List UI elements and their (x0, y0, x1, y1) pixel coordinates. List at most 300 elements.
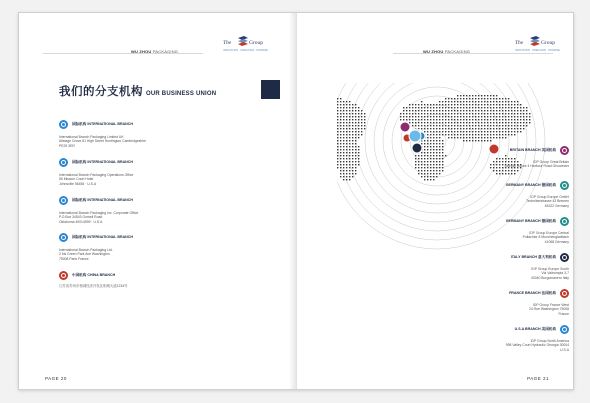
map-dot (475, 125, 476, 126)
map-dot (337, 137, 338, 138)
map-dot (436, 134, 437, 135)
map-dot (451, 128, 452, 129)
map-dot (415, 110, 416, 111)
map-dot (472, 110, 473, 111)
map-dot (511, 101, 512, 102)
map-dot (514, 104, 515, 105)
map-dot (355, 155, 356, 156)
map-dot (505, 170, 506, 171)
map-dot (436, 131, 437, 132)
map-dot (469, 131, 470, 132)
map-dot (520, 122, 521, 123)
map-dot (424, 131, 425, 132)
map-dot (517, 122, 518, 123)
map-dot (451, 104, 452, 105)
map-dot (451, 113, 452, 114)
map-dot (490, 167, 491, 168)
map-dot (352, 173, 353, 174)
map-dot (433, 149, 434, 150)
logo-mark-icon (529, 35, 541, 47)
map-dot (475, 110, 476, 111)
map-dot (349, 155, 350, 156)
map-dot (484, 134, 485, 135)
map-dot (508, 125, 509, 126)
map-dot (427, 158, 428, 159)
map-dot (472, 131, 473, 132)
map-dot (349, 161, 350, 162)
map-dot (361, 119, 362, 120)
map-dot (346, 107, 347, 108)
map-dot (469, 140, 470, 141)
map-dot (511, 170, 512, 171)
map-dot (340, 110, 341, 111)
dotted-continents (337, 95, 530, 180)
map-dot (463, 110, 464, 111)
map-dot (424, 125, 425, 126)
map-dot (340, 146, 341, 147)
map-dot (424, 155, 425, 156)
map-dot (352, 155, 353, 156)
map-dot (430, 116, 431, 117)
map-dot (460, 125, 461, 126)
map-dot (457, 119, 458, 120)
map-dot (355, 119, 356, 120)
map-dot (502, 122, 503, 123)
map-dot (463, 95, 464, 96)
map-dot (355, 170, 356, 171)
map-dot (478, 134, 479, 135)
map-dot (439, 122, 440, 123)
map-dot (439, 158, 440, 159)
map-dot (427, 155, 428, 156)
map-dot (505, 173, 506, 174)
map-dot (343, 107, 344, 108)
map-dot (481, 101, 482, 102)
map-dot (451, 125, 452, 126)
map-dot (523, 110, 524, 111)
map-dot (490, 104, 491, 105)
map-dot (361, 122, 362, 123)
map-dot (484, 113, 485, 114)
map-dot (517, 125, 518, 126)
map-dot (340, 176, 341, 177)
map-dot (439, 155, 440, 156)
map-dot (499, 164, 500, 165)
map-dot (469, 128, 470, 129)
map-dot (355, 146, 356, 147)
map-dot (472, 95, 473, 96)
map-dot (427, 116, 428, 117)
left-page (19, 13, 295, 389)
map-dot (352, 167, 353, 168)
map-dot (499, 104, 500, 105)
map-dot (484, 131, 485, 132)
map-dot (463, 104, 464, 105)
map-dot (361, 131, 362, 132)
map-dot (529, 119, 530, 120)
map-dot (463, 122, 464, 123)
map-dot (406, 116, 407, 117)
map-dot (337, 146, 338, 147)
map-dot (355, 158, 356, 159)
map-dot (460, 95, 461, 96)
map-dot (421, 176, 422, 177)
map-dot (442, 164, 443, 165)
map-dot (439, 116, 440, 117)
map-dot (415, 161, 416, 162)
map-dot (352, 113, 353, 114)
map-dot (442, 125, 443, 126)
map-dot (475, 122, 476, 123)
map-dot (445, 113, 446, 114)
map-dot (340, 104, 341, 105)
map-dot (469, 119, 470, 120)
map-dot (508, 131, 509, 132)
map-dot (511, 116, 512, 117)
map-dot (430, 158, 431, 159)
map-dot (445, 155, 446, 156)
map-dot (436, 152, 437, 153)
map-dot (427, 146, 428, 147)
map-dot (442, 170, 443, 171)
map-dot (463, 119, 464, 120)
map-dot (340, 158, 341, 159)
map-dot (487, 131, 488, 132)
map-dot (496, 95, 497, 96)
map-dot (439, 149, 440, 150)
map-dot (406, 119, 407, 120)
map-dot (502, 107, 503, 108)
map-dot (496, 98, 497, 99)
map-dot (499, 134, 500, 135)
map-dot (340, 131, 341, 132)
map-dot (463, 137, 464, 138)
map-dot (445, 128, 446, 129)
map-dot (496, 170, 497, 171)
map-dot (442, 152, 443, 153)
map-dot (448, 110, 449, 111)
branch-entry: ITALY BRANCH 意大利机构 IDP Group Europe South Via Valtrompia 3-7 43040 Borgomanero Italy (510, 255, 569, 280)
map-dot (337, 113, 338, 114)
map-dot (454, 119, 455, 120)
map-dot (346, 125, 347, 126)
map-dot (430, 107, 431, 108)
map-dot (505, 107, 506, 108)
map-dot (484, 98, 485, 99)
map-dot (433, 116, 434, 117)
map-dot (352, 134, 353, 135)
map-dot (514, 101, 515, 102)
map-dot (430, 170, 431, 171)
map-dot (439, 140, 440, 141)
map-dot (346, 170, 347, 171)
map-dot (340, 116, 341, 117)
map-dot (340, 101, 341, 102)
map-dot (433, 119, 434, 120)
map-dot (481, 128, 482, 129)
map-dot (520, 128, 521, 129)
map-dot (412, 104, 413, 105)
map-dot (484, 128, 485, 129)
map-dot (442, 116, 443, 117)
map-dot (451, 134, 452, 135)
map-dot (475, 131, 476, 132)
map-dot (346, 134, 347, 135)
map-dot (445, 98, 446, 99)
map-dot (490, 101, 491, 102)
map-dot (421, 113, 422, 114)
map-dot (427, 170, 428, 171)
map-dot (526, 119, 527, 120)
map-dot (406, 110, 407, 111)
map-dot (523, 125, 524, 126)
map-dot (466, 113, 467, 114)
map-dot (433, 140, 434, 141)
map-dot (442, 143, 443, 144)
map-dot (421, 104, 422, 105)
map-dot (427, 113, 428, 114)
map-dot (433, 128, 434, 129)
map-dot (346, 140, 347, 141)
location-pin-icon (560, 325, 569, 334)
map-dot (472, 134, 473, 135)
map-dot (463, 131, 464, 132)
map-dot (361, 125, 362, 126)
map-dot (430, 155, 431, 156)
map-dot (358, 131, 359, 132)
title-accent-square (261, 80, 280, 99)
map-dot (343, 131, 344, 132)
map-dot (343, 176, 344, 177)
company-logo: The Group INNOVATION · PRECISION · PROMISE (515, 33, 561, 55)
map-dot (409, 119, 410, 120)
map-dot (511, 128, 512, 129)
map-dot (340, 137, 341, 138)
map-dot (355, 113, 356, 114)
map-dot (451, 122, 452, 123)
map-dot (424, 164, 425, 165)
map-dot (418, 164, 419, 165)
map-dot (457, 137, 458, 138)
map-dot (481, 95, 482, 96)
map-dot (346, 152, 347, 153)
map-dot (460, 122, 461, 123)
map-dot (436, 170, 437, 171)
map-dot (454, 122, 455, 123)
map-dot (352, 137, 353, 138)
map-dot (424, 113, 425, 114)
map-dot (409, 113, 410, 114)
map-dot (346, 161, 347, 162)
map-dot (448, 134, 449, 135)
map-dot (424, 110, 425, 111)
map-dot (454, 134, 455, 135)
map-dot (493, 137, 494, 138)
map-dot (352, 152, 353, 153)
map-dot (439, 173, 440, 174)
map-dot (352, 176, 353, 177)
map-dot (448, 113, 449, 114)
map-dot (427, 125, 428, 126)
map-dot (349, 113, 350, 114)
map-dot (430, 161, 431, 162)
map-dot (418, 122, 419, 123)
map-dot (364, 116, 365, 117)
map-dot (499, 128, 500, 129)
map-dot (508, 98, 509, 99)
map-dot (490, 116, 491, 117)
map-dot (505, 131, 506, 132)
map-dot (448, 101, 449, 102)
map-dot (481, 125, 482, 126)
map-dot (487, 119, 488, 120)
map-dot (529, 116, 530, 117)
map-dot (442, 113, 443, 114)
map-dot (364, 122, 365, 123)
map-dot (481, 137, 482, 138)
map-dot (472, 98, 473, 99)
map-dot (364, 125, 365, 126)
branch-entry: GERMANY BRANCH 德国机构 IDP Group Europe Central Pullachstr 8 Munchengladbach 41068 Germany (505, 219, 569, 244)
map-dot (346, 176, 347, 177)
map-dot (421, 170, 422, 171)
map-dot (469, 107, 470, 108)
map-dot (349, 119, 350, 120)
map-dot (337, 125, 338, 126)
map-dot (343, 143, 344, 144)
map-dot (493, 110, 494, 111)
map-dot (400, 119, 401, 120)
map-dot (481, 131, 482, 132)
map-dot (460, 110, 461, 111)
location-pin-icon (560, 253, 569, 262)
map-dot (436, 155, 437, 156)
map-dot (451, 98, 452, 99)
map-dot (454, 107, 455, 108)
map-dot (505, 98, 506, 99)
map-dot (424, 107, 425, 108)
map-dot (439, 164, 440, 165)
map-dot (346, 158, 347, 159)
map-dot (436, 161, 437, 162)
map-dot (343, 146, 344, 147)
map-dot (466, 101, 467, 102)
map-dot (499, 137, 500, 138)
map-dot (424, 104, 425, 105)
map-dot (424, 146, 425, 147)
map-dot (442, 101, 443, 102)
map-dot (349, 152, 350, 153)
map-dot (448, 137, 449, 138)
map-dot (499, 167, 500, 168)
map-dot (427, 140, 428, 141)
map-dot (508, 101, 509, 102)
map-dot (427, 128, 428, 129)
map-dot (343, 170, 344, 171)
map-dot (406, 113, 407, 114)
map-dot (346, 128, 347, 129)
location-pin-icon (59, 233, 68, 242)
map-dot (358, 116, 359, 117)
map-dot (433, 131, 434, 132)
map-dot (439, 152, 440, 153)
map-dot (478, 128, 479, 129)
map-dot (355, 161, 356, 162)
map-dot (463, 113, 464, 114)
map-dot (415, 155, 416, 156)
map-dot (496, 113, 497, 114)
map-dot (343, 161, 344, 162)
map-ring (365, 83, 509, 213)
branch-entry: 国际机构 INTERNATIONAL BRANCH International Branch Packaging Limited UK Allstage Grove 81 High Street Huntington Cambridgeshire PE29 3ER (59, 122, 147, 148)
map-dot (340, 173, 341, 174)
map-dot (346, 110, 347, 111)
header-company: WU ZHOU PACKAGING (131, 49, 179, 54)
map-dot (499, 119, 500, 120)
map-dot (469, 134, 470, 135)
map-dot (337, 122, 338, 123)
map-dot (514, 119, 515, 120)
map-dot (478, 101, 479, 102)
map-dot (520, 110, 521, 111)
map-dot (358, 128, 359, 129)
map-dot (433, 155, 434, 156)
map-dot (427, 110, 428, 111)
map-dot (418, 158, 419, 159)
map-dot (508, 128, 509, 129)
map-dot (415, 104, 416, 105)
map-dot (493, 170, 494, 171)
map-dot (466, 140, 467, 141)
map-dot (454, 98, 455, 99)
map-dot (466, 119, 467, 120)
map-dot (361, 134, 362, 135)
map-dot (427, 104, 428, 105)
map-dot (337, 128, 338, 129)
map-dot (496, 134, 497, 135)
map-dot (502, 158, 503, 159)
map-dot (505, 125, 506, 126)
map-dot (454, 131, 455, 132)
map-dot (340, 155, 341, 156)
map-dot (445, 104, 446, 105)
map-dot (490, 128, 491, 129)
map-dot (349, 110, 350, 111)
map-dot (472, 119, 473, 120)
map-dot (352, 143, 353, 144)
map-dot (352, 131, 353, 132)
map-dot (346, 164, 347, 165)
map-dot (430, 143, 431, 144)
map-dot (505, 119, 506, 120)
map-dot (427, 131, 428, 132)
map-dot (490, 140, 491, 141)
map-dot (529, 113, 530, 114)
map-dot (445, 116, 446, 117)
map-dot (496, 110, 497, 111)
map-dot (337, 143, 338, 144)
map-dot (514, 122, 515, 123)
map-dot (340, 143, 341, 144)
map-dot (418, 116, 419, 117)
map-dot (445, 131, 446, 132)
map-dot (436, 104, 437, 105)
map-dot (421, 119, 422, 120)
map-dot (427, 173, 428, 174)
location-markers (337, 122, 499, 154)
map-dot (505, 113, 506, 114)
map-dot (490, 131, 491, 132)
